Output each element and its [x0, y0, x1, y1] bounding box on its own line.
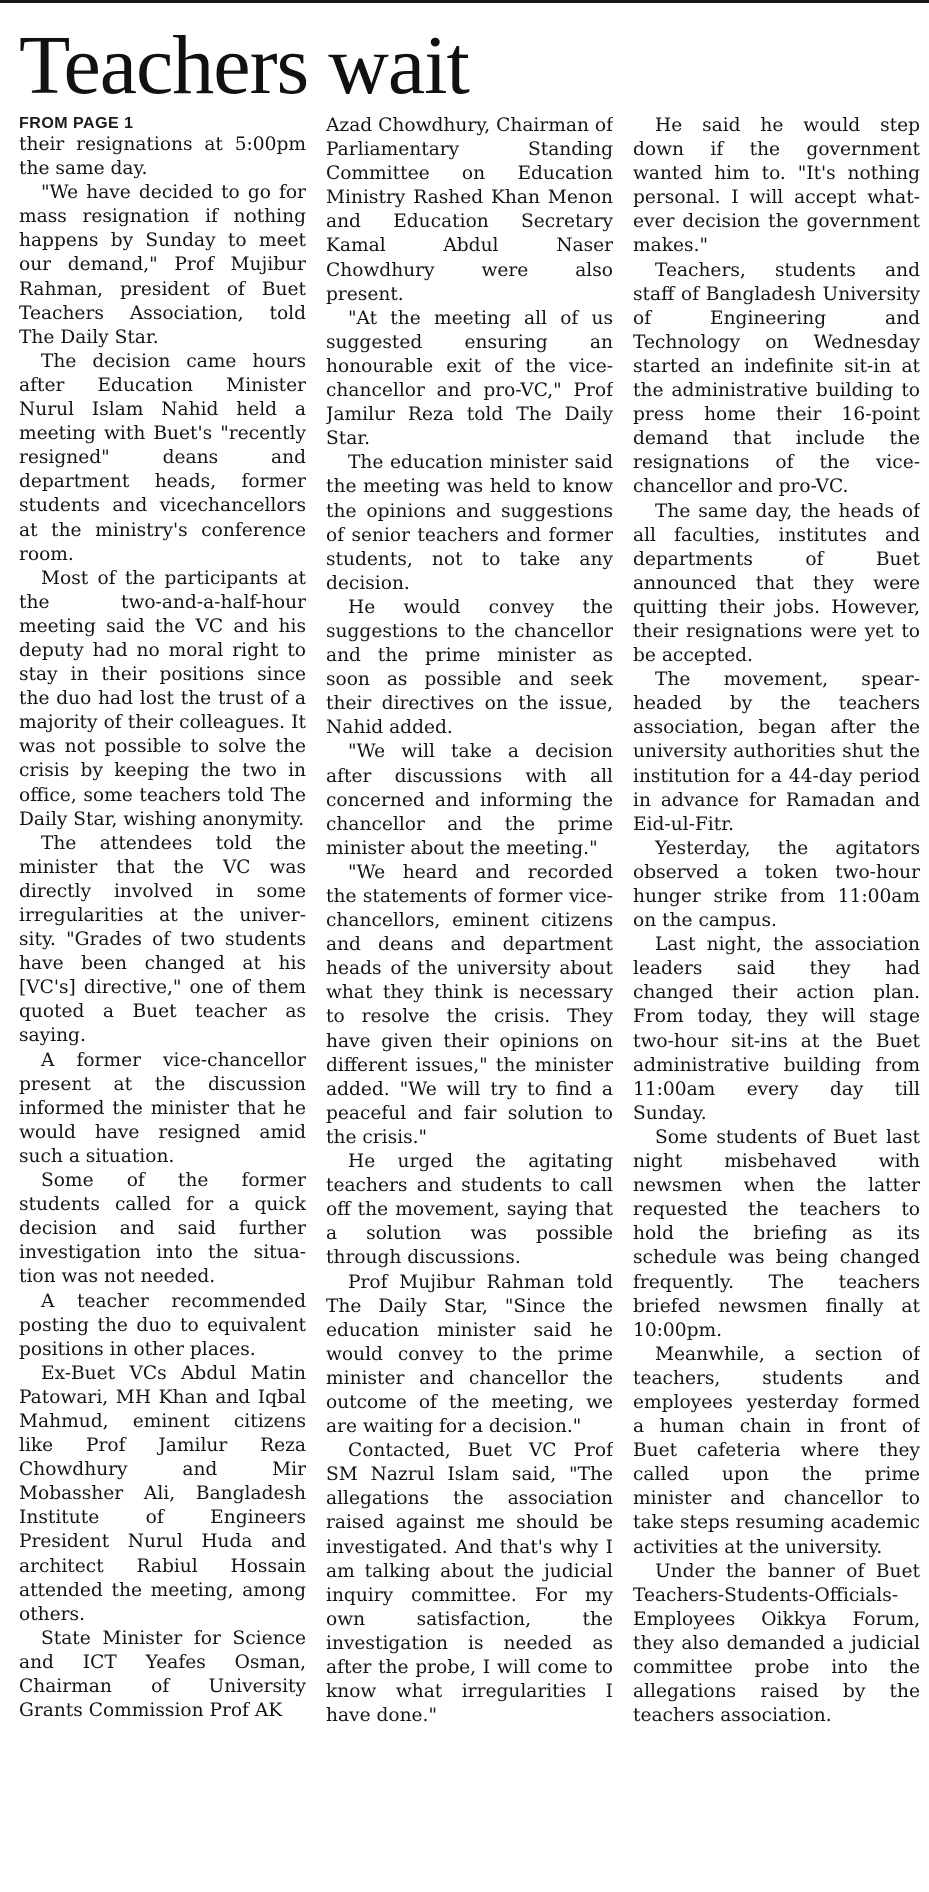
- paragraph: The attendees told the minister that the VC was directly involved in some irregularities at the university. "Grades of two students have been changed at his [VC's] directive," one of them quoted a Buet teacher as saying.: [19, 832, 306, 1047]
- paragraph: "We have decided to go for mass resignation if nothing happens by Sunday to meet our demand," Prof Mujibur Rahman, president of Buet Teachers Association, told The Daily Star.: [19, 182, 306, 348]
- paragraph: State Minister for Science and ICT Yeafes Osman, Chairman of University Grants Commission Prof AK: [19, 1627, 306, 1722]
- column-2: [326, 114, 613, 1886]
- paragraph: Teachers, students and staff of Bangladesh University of Engineering and Technology on Wednesday started an indefinite sit-in at the administrative building to press home their 16-point demand that include the resignations of the vice-chancellor and pro-VC.: [633, 259, 920, 498]
- paragraph: Some of the former students called for a quick decision and said further investigation into the situation was not needed.: [19, 1170, 306, 1288]
- paragraph: The movement, spearheaded by the teachers association, began after the university authorities shut the institution for a 44-day period in advance for Ramadan and Eid-ul-Fitr.: [633, 669, 920, 835]
- paragraph: He would convey the suggestions to the chancellor and the prime minister as soon as possible and seek their directives on the issue, Nahid added.: [326, 596, 613, 739]
- paragraph: A teacher recommended posting the duo to equivalent positions in other places.: [19, 1290, 306, 1360]
- paragraph: their resignations at 5:00pm the same day.: [19, 134, 306, 180]
- paragraph: Some students of Buet last night misbehaved with newsmen when the latter requested the teachers to hold the briefing as its schedule was being changed frequently. The teachers briefed newsmen finally at 10:00pm.: [633, 1126, 920, 1341]
- paragraph: "We will take a decision after discussions with all concerned and informing the chancellor and the prime minister about the meeting.": [326, 741, 613, 859]
- top-rule: [0, 0, 929, 3]
- column-3: [633, 114, 920, 1886]
- paragraph: Prof Mujibur Rahman told The Daily Star, "Since the education minister said he would convey to the prime minister and chancellor the outcome of the meeting, we are waiting for a decision.": [326, 1271, 613, 1438]
- paragraph: Yesterday, the agitators observed a token two-hour hunger strike from 11:00am on the campus.: [633, 837, 920, 932]
- jump-label: FROM PAGE 1: [19, 115, 134, 132]
- paragraph: Meanwhile, a section of teachers, students and employees yesterday formed a human chain in front of Buet cafeteria where they called upon the prime minister and chancellor to take steps resuming academic activities at the university.: [633, 1343, 920, 1558]
- paragraph: The decision came hours after Education Minister Nurul Islam Nahid held a meeting with Buet's "recently resigned" deans and department heads, former students and vicechancellors at the ministry's conference room.: [19, 350, 306, 565]
- article-columns: [19, 114, 920, 1886]
- headline: Teachers wait: [19, 19, 469, 112]
- column-1: [19, 114, 306, 1886]
- paragraph: The education minister said the meeting was held to know the opinions and suggestions of senior teachers and former students, not to take any decision.: [326, 452, 613, 594]
- paragraph: Most of the participants at the two-and-a-half-hour meeting said the VC and his deputy had no moral right to stay in their positions since the duo had lost the trust of a majority of their colleagues. It was not possible to solve the crisis by keeping the two in office, some teachers told The Daily Star, wishing anonymity.: [19, 567, 306, 830]
- paragraph: Under the banner of Buet Teachers-Students-Officials-Employees Oikkya Forum, they also demanded a judicial committee probe into the allegations raised by the teachers association.: [633, 1560, 920, 1727]
- paragraph: Last night, the association leaders said they had changed their action plan. From today, they will stage two-hour sit-ins at the Buet administrative building from 11:00am every day till Sunday.: [633, 934, 920, 1124]
- paragraph: He said he would step down if the government wanted him to. "It's nothing personal. I will accept whatever decision the government makes.": [633, 115, 920, 257]
- paragraph: A former vice-chancellor present at the discussion informed the minister that he would have resigned amid such a situation.: [19, 1049, 306, 1167]
- paragraph: He urged the agitating teachers and students to call off the movement, saying that a solution was possible through discussions.: [326, 1151, 613, 1269]
- paragraph: Ex-Buet VCs Abdul Matin Patowari, MH Khan and Iqbal Mahmud, eminent citizens like Prof Jamilur Reza Chowdhury and Mir Mobassher Ali, Bangladesh Institute of Engineers President Nurul Huda and architect Rabiul Hossain attended the meeting, among others.: [19, 1362, 306, 1625]
- paragraph: Azad Chowdhury, Chairman of Parliamentary Standing Committee on Education Ministry Rashed Khan Menon and Education Secretary Kamal Abdul Naser Chowdhury were also present.: [326, 115, 613, 305]
- paragraph: "We heard and recorded the statements of former vice-chancellors, eminent citizens and deans and department heads of the university about what they think is necessary to resolve the crisis. They have given their opinions on different issues," the minister added. "We will try to find a peaceful and fair solution to the crisis.": [326, 861, 613, 1148]
- paragraph: "At the meeting all of us suggested ensuring an honourable exit of the vice-chancellor and pro-VC," Prof Jamilur Reza told The Daily Star.: [326, 307, 613, 450]
- paragraph: The same day, the heads of all faculties, institutes and departments of Buet announced that they were quitting their jobs. However, their resignations were yet to be accepted.: [633, 500, 920, 667]
- paragraph: Contacted, Buet VC Prof SM Nazrul Islam said, "The allegations the association raised against me should be investigated. And that's why I am talking about the judicial inquiry committee. For my own satisfaction, the investigation is needed as after the probe, I will come to know what irregularities I have done.": [326, 1440, 613, 1727]
